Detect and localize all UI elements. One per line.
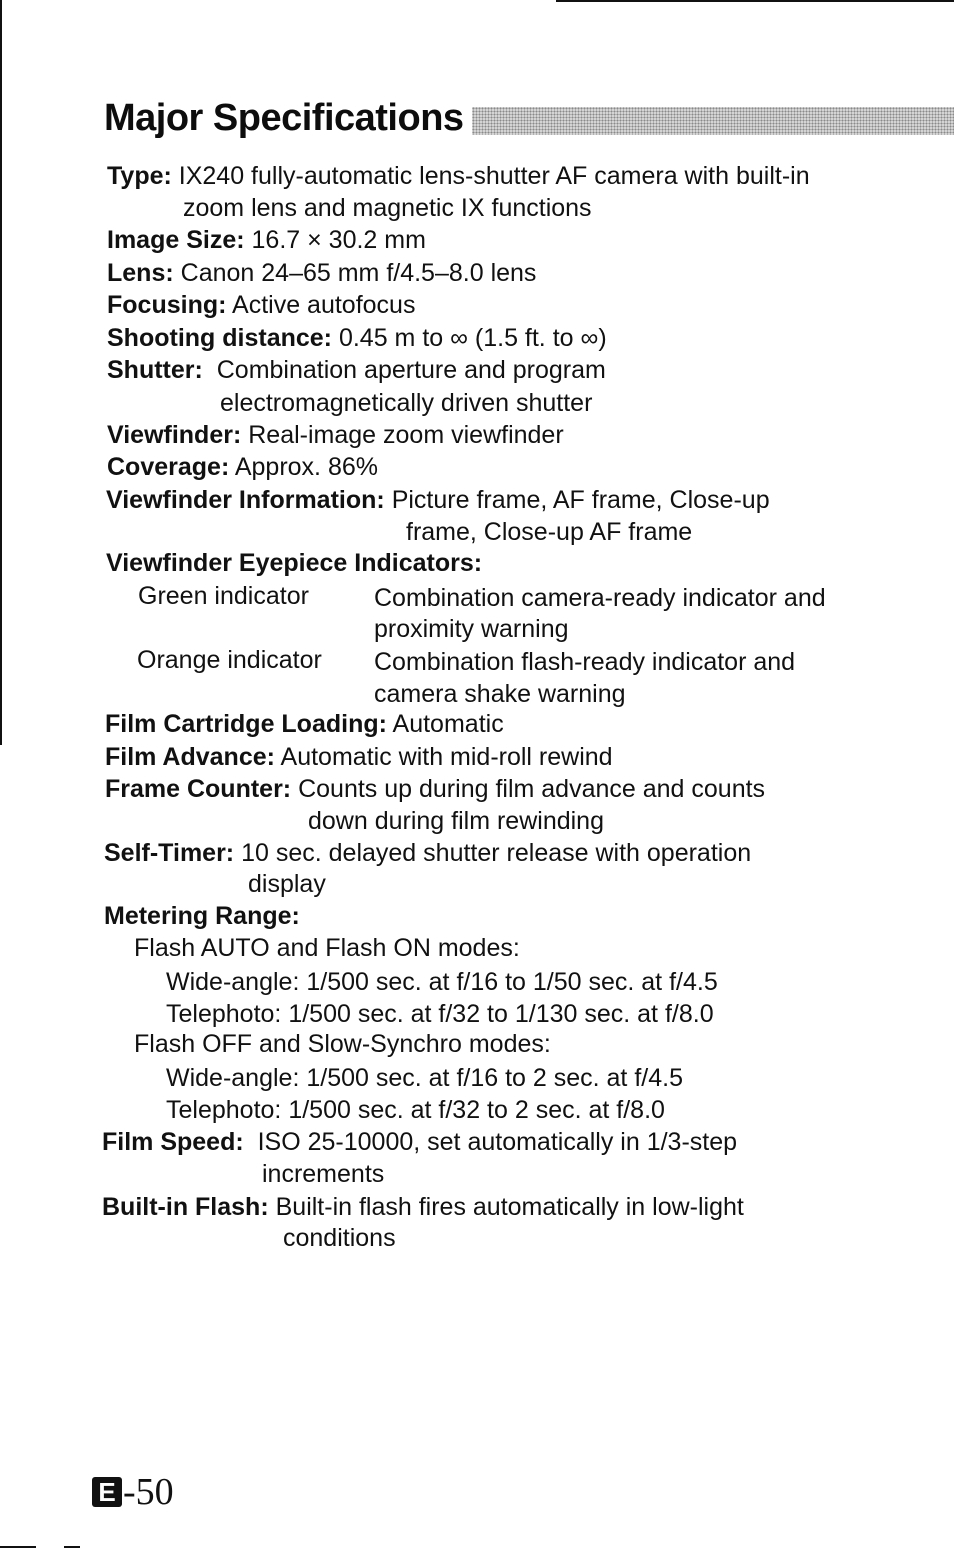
spec-label: Shutter: — [107, 356, 203, 384]
spec-frame-counter — [105, 773, 765, 805]
spec-value-cont: display — [248, 870, 326, 898]
title-shade-band — [472, 107, 954, 135]
spec-value: Picture frame, AF frame, Close-up — [391, 486, 770, 514]
orange-indicator-value-cont: camera shake warning — [374, 680, 626, 708]
page-title: Major Specifications — [104, 96, 464, 139]
spec-value-cont: zoom lens and magnetic IX functions — [183, 194, 592, 222]
spec-metering-heading: Metering Range: — [104, 902, 300, 930]
spec-value-cont: frame, Close-up AF frame — [406, 518, 693, 546]
spec-viewfinder-information — [106, 484, 770, 516]
spec-label: Self-Timer: — [104, 839, 235, 867]
spec-label: Coverage: — [107, 453, 230, 481]
spec-label: Film Speed: — [102, 1128, 244, 1156]
orange-indicator-label: Orange indicator — [137, 646, 322, 674]
spec-label: Built-in Flash: — [102, 1193, 269, 1221]
green-indicator-value: Combination camera-ready indicator and — [374, 584, 826, 612]
spec-film-speed — [102, 1126, 737, 1158]
spec-label: Lens: — [107, 259, 174, 287]
spec-value: Approx. 86% — [234, 453, 378, 481]
page-number — [92, 1470, 174, 1514]
page-number-text: -50 — [123, 1471, 174, 1513]
spec-label: Type: — [107, 162, 172, 190]
spec-value: Active autofocus — [232, 291, 416, 319]
metering-flash-off-tele: Telephoto: 1/500 sec. at f/32 to 2 sec. at f/8.0 — [166, 1096, 665, 1124]
spec-value: 16.7 × 30.2 mm — [251, 226, 426, 254]
spec-value-cont: electromagnetically driven shutter — [220, 389, 593, 417]
spec-value: ISO 25-10000, set automatically in 1/3-step — [257, 1128, 738, 1156]
green-indicator-label: Green indicator — [138, 582, 309, 610]
spec-eyepiece-heading: Viewfinder Eyepiece Indicators: — [106, 549, 483, 577]
spec-focusing — [107, 289, 415, 321]
spec-type — [107, 160, 810, 192]
spec-label: Frame Counter: — [105, 775, 292, 803]
spec-value: Built-in flash fires automatically in low-light — [275, 1193, 744, 1221]
spec-image-size — [107, 224, 426, 256]
bottom-edge-mark-right — [64, 1546, 80, 1548]
spec-value: Real-image zoom viewfinder — [248, 421, 564, 449]
spec-value: Automatic — [392, 710, 504, 738]
spec-viewfinder — [107, 419, 564, 451]
spec-label: Film Advance: — [105, 743, 275, 771]
spec-self-timer — [104, 837, 751, 869]
top-edge-line — [556, 0, 954, 2]
spec-label: Viewfinder Information: — [106, 486, 385, 514]
metering-flash-off: Flash OFF and Slow-Synchro modes: — [134, 1030, 551, 1058]
spec-label: Film Cartridge Loading: — [105, 710, 387, 738]
spec-lens — [107, 257, 536, 289]
spec-value: IX240 fully-automatic lens-shutter AF camera with built-in — [178, 162, 810, 190]
metering-flash-auto-wide: Wide-angle: 1/500 sec. at f/16 to 1/50 sec. at f/4.5 — [166, 968, 718, 996]
spec-value: Combination aperture and program — [216, 356, 606, 384]
spec-shutter — [107, 354, 606, 386]
spec-value: 0.45 m to ∞ (1.5 ft. to ∞) — [338, 324, 607, 352]
spec-film-advance — [105, 741, 613, 773]
spec-value: Canon 24–65 mm f/4.5–8.0 lens — [180, 259, 537, 287]
spec-value: 10 sec. delayed shutter release with operation — [241, 839, 752, 867]
spec-value-cont: increments — [262, 1160, 385, 1188]
spec-label: Shooting distance: — [107, 324, 332, 352]
spec-label: Image Size: — [107, 226, 245, 254]
spec-value: Counts up during film advance and counts — [298, 775, 766, 803]
green-indicator-value-cont: proximity warning — [374, 615, 569, 643]
spec-label: Focusing: — [107, 291, 227, 319]
spec-built-in-flash — [102, 1191, 744, 1223]
spec-label: Viewfinder: — [107, 421, 242, 449]
spec-value: Automatic with mid-roll rewind — [280, 743, 613, 771]
metering-flash-auto: Flash AUTO and Flash ON modes: — [134, 934, 520, 962]
metering-flash-auto-tele: Telephoto: 1/500 sec. at f/32 to 1/130 sec. at f/8.0 — [166, 1000, 714, 1028]
title-bar — [104, 96, 954, 140]
bottom-edge-mark-left — [0, 1546, 36, 1548]
spec-shooting-distance — [107, 322, 607, 354]
spec-value-cont: conditions — [283, 1224, 396, 1252]
spec-film-loading — [105, 708, 504, 740]
section-badge: E — [92, 1477, 122, 1507]
left-edge-line — [0, 0, 2, 745]
spec-value-cont: down during film rewinding — [308, 807, 604, 835]
orange-indicator-value: Combination flash-ready indicator and — [374, 648, 796, 676]
metering-flash-off-wide: Wide-angle: 1/500 sec. at f/16 to 2 sec. at f/4.5 — [166, 1064, 683, 1092]
spec-coverage — [107, 451, 378, 483]
